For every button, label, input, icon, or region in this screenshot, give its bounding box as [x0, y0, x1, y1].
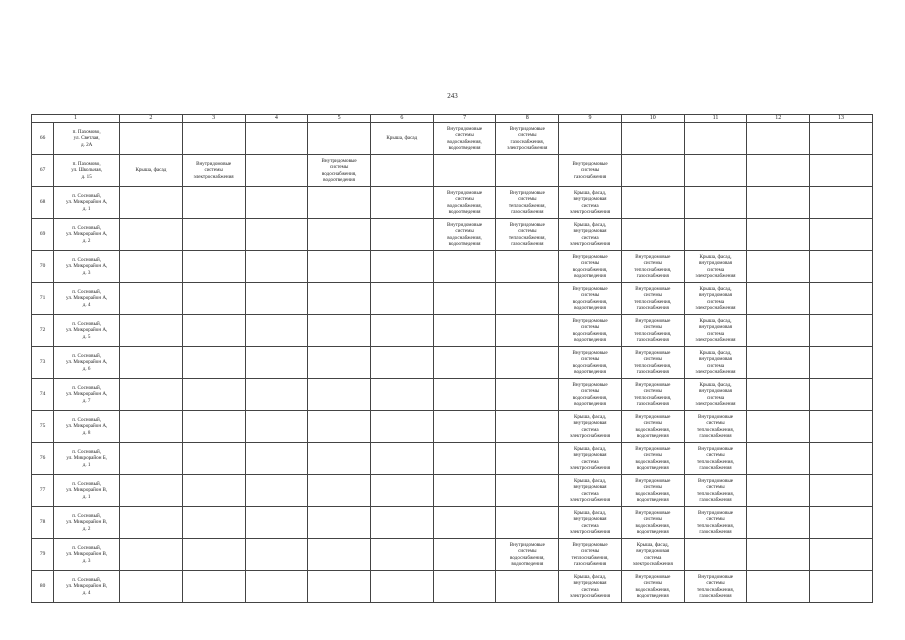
work-cell [370, 155, 433, 187]
work-cell [245, 251, 308, 283]
table-row [32, 475, 873, 507]
work-cell [308, 219, 371, 251]
work-cell [370, 283, 433, 315]
work-cell: Внутридомовые системы теплоснабжения, газоснабжения [621, 379, 684, 411]
work-cell [747, 539, 810, 571]
work-cell: Внутридомовые системы водоснабжения, водоотведения [433, 219, 496, 251]
work-cell [810, 315, 873, 347]
work-cell [308, 251, 371, 283]
work-cell [433, 347, 496, 379]
work-cell [684, 155, 747, 187]
address-cell: п. Сосновый, ул. Микрорайон А, д. 3 [54, 251, 120, 283]
work-cell: Внутридомовые системы теплоснабжения, газоснабжения [684, 571, 747, 603]
column-header: 8 [496, 115, 559, 123]
work-cell [810, 347, 873, 379]
work-cell [308, 283, 371, 315]
work-cell [308, 123, 371, 155]
work-cell [370, 539, 433, 571]
row-number: 71 [32, 283, 54, 315]
table-row [32, 507, 873, 539]
work-cell [684, 123, 747, 155]
column-header: 10 [621, 115, 684, 123]
work-cell [120, 347, 183, 379]
work-cell [182, 123, 245, 155]
work-cell [810, 123, 873, 155]
work-cell: Внутридомовые системы электроснабжения [182, 155, 245, 187]
work-cell: Внутридомовые системы водоснабжения, водоотведения [621, 443, 684, 475]
column-header: 1 [32, 115, 120, 123]
work-cell: Внутридомовые системы теплоснабжения, газоснабжения [684, 411, 747, 443]
work-cell [245, 315, 308, 347]
work-cell [182, 539, 245, 571]
work-cell [245, 571, 308, 603]
work-cell [496, 347, 559, 379]
work-cell [370, 251, 433, 283]
work-cell: Внутридомовые системы теплоснабжения, газоснабжения [621, 251, 684, 283]
work-cell: Внутридомовые системы теплоснабжения, газоснабжения [621, 347, 684, 379]
work-cell [621, 187, 684, 219]
work-cell [182, 571, 245, 603]
work-cell: Крыша, фасад, внутридомовая система электроснабжения [559, 507, 622, 539]
work-cell [182, 411, 245, 443]
address-cell: п. Сосновый, ул. Микрорайон А, д. 4 [54, 283, 120, 315]
work-cell [308, 571, 371, 603]
work-cell: Внутридомовые системы водоснабжения, водоотведения [559, 251, 622, 283]
work-cell [810, 443, 873, 475]
work-cell [308, 379, 371, 411]
work-cell [308, 507, 371, 539]
work-cell [182, 475, 245, 507]
work-cell [308, 315, 371, 347]
work-cell: Крыша, фасад, внутридомовая система электроснабжения [559, 475, 622, 507]
row-number: 68 [32, 187, 54, 219]
work-cell [747, 155, 810, 187]
table-row [32, 539, 873, 571]
column-header: 11 [684, 115, 747, 123]
work-cell: Внутридомовые системы теплоснабжения, газоснабжения [684, 443, 747, 475]
work-cell [120, 251, 183, 283]
work-cell: Внутридомовые системы теплоснабжения, газоснабжения [496, 219, 559, 251]
table-row [32, 219, 873, 251]
work-cell [747, 283, 810, 315]
work-cell [747, 571, 810, 603]
work-cell [433, 379, 496, 411]
work-cell: Внутридомовые системы водоснабжения, водоотведения [496, 539, 559, 571]
work-cell: Внутридомовые системы водоснабжения, водоотведения [559, 315, 622, 347]
work-cell [559, 123, 622, 155]
column-header: 4 [245, 115, 308, 123]
work-cell [747, 187, 810, 219]
work-cell: Крыша, фасад [370, 123, 433, 155]
work-cell [308, 411, 371, 443]
row-number: 66 [32, 123, 54, 155]
work-cell: Внутридомовые системы водоснабжения, водоотведения [559, 283, 622, 315]
work-cell [245, 155, 308, 187]
work-cell [245, 411, 308, 443]
work-cell: Внутридомовые системы газоснабжения, электроснабжения [496, 123, 559, 155]
address-cell: п. Сосновый, ул. Микрорайон А, д. 8 [54, 411, 120, 443]
row-number: 79 [32, 539, 54, 571]
table-row [32, 155, 873, 187]
address-cell: п. Сосновый, ул. Микрорайон В, д. 1 [54, 475, 120, 507]
work-cell [182, 251, 245, 283]
work-cell: Крыша, фасад, внутридомовая система электроснабжения [559, 571, 622, 603]
work-cell [433, 507, 496, 539]
work-cell: Крыша, фасад, внутридомовая система электроснабжения [559, 187, 622, 219]
work-cell [120, 443, 183, 475]
work-cell [370, 219, 433, 251]
work-cell [245, 219, 308, 251]
work-cell [433, 155, 496, 187]
column-header: 2 [120, 115, 183, 123]
work-cell [370, 411, 433, 443]
work-cell [621, 123, 684, 155]
work-cell [496, 251, 559, 283]
work-cell [747, 411, 810, 443]
work-cell [747, 379, 810, 411]
work-cell: Внутридомовые системы водоснабжения, водоотведения [621, 507, 684, 539]
work-cell: Внутридомовые системы водоснабжения, водоотведения [433, 187, 496, 219]
page-number: 243 [447, 92, 458, 100]
work-cell [810, 507, 873, 539]
work-cell [433, 251, 496, 283]
work-cell: Внутридомовые системы теплоснабжения, газоснабжения [684, 507, 747, 539]
row-number: 77 [32, 475, 54, 507]
work-cell: Внутридомовые системы водоснабжения, водоотведения [559, 347, 622, 379]
work-cell: Крыша, фасад, внутридомовая система электроснабжения [684, 347, 747, 379]
work-cell [182, 187, 245, 219]
column-header: 6 [370, 115, 433, 123]
address-cell: п. Сосновый, ул. Микрорайон В, д. 3 [54, 539, 120, 571]
table-row [32, 187, 873, 219]
work-cell: Крыша, фасад, внутридомовая система электроснабжения [684, 251, 747, 283]
work-cell [308, 187, 371, 219]
work-cell: Внутридомовые системы теплоснабжения, газоснабжения [684, 475, 747, 507]
work-cell [621, 219, 684, 251]
work-cell [810, 219, 873, 251]
row-number: 67 [32, 155, 54, 187]
work-cell [433, 443, 496, 475]
work-cell [496, 155, 559, 187]
work-cell [496, 443, 559, 475]
address-cell: п. Сосновый, ул. Микрорайон А, д. 5 [54, 315, 120, 347]
table-row [32, 251, 873, 283]
work-cell [810, 155, 873, 187]
table-row [32, 571, 873, 603]
table-row [32, 315, 873, 347]
work-cell: Крыша, фасад, внутридомовая система электроснабжения [559, 219, 622, 251]
table-row [32, 379, 873, 411]
work-cell [433, 283, 496, 315]
work-cell [496, 571, 559, 603]
work-cell [684, 539, 747, 571]
work-cell: Внутридомовые системы водоснабжения, водоотведения [308, 155, 371, 187]
work-cell [120, 187, 183, 219]
work-cell [684, 187, 747, 219]
address-cell: п. Сосновый, ул. Микрорайон В, д. 4 [54, 571, 120, 603]
work-cell: Крыша, фасад [120, 155, 183, 187]
row-number: 70 [32, 251, 54, 283]
work-cell [747, 507, 810, 539]
address-cell: п. Сосновый, ул. Микрорайон А, д. 7 [54, 379, 120, 411]
address-cell: п. Сосновый, ул. Микрорайон В, д. 2 [54, 507, 120, 539]
work-cell [496, 411, 559, 443]
work-cell [810, 251, 873, 283]
work-cell [245, 539, 308, 571]
work-cell [433, 539, 496, 571]
table-row [32, 347, 873, 379]
work-cell [120, 475, 183, 507]
work-cell [308, 443, 371, 475]
work-cell [370, 347, 433, 379]
work-cell [120, 379, 183, 411]
work-cell [120, 507, 183, 539]
row-number: 78 [32, 507, 54, 539]
work-cell: Внутридомовые системы водоснабжения, водоотведения [433, 123, 496, 155]
work-cell: Внутридомовые системы водоснабжения, водоотведения [621, 411, 684, 443]
address-cell: п. Сосновый, ул. Микрорайон Б, д. 1 [54, 443, 120, 475]
row-number: 80 [32, 571, 54, 603]
work-cell [810, 571, 873, 603]
work-cell: Внутридомовые системы теплоснабжения, газоснабжения [621, 315, 684, 347]
table-row [32, 283, 873, 315]
work-cell [496, 507, 559, 539]
work-cell: Крыша, фасад, внутридомовая система электроснабжения [559, 443, 622, 475]
work-cell [370, 187, 433, 219]
work-cell [621, 155, 684, 187]
row-number: 76 [32, 443, 54, 475]
work-cell [433, 315, 496, 347]
work-cell [245, 379, 308, 411]
work-cell [120, 283, 183, 315]
column-header: 3 [182, 115, 245, 123]
work-cell [182, 379, 245, 411]
work-cell [684, 219, 747, 251]
address-cell: п. Сосновый, ул. Микрорайон А, д. 6 [54, 347, 120, 379]
work-cell [496, 283, 559, 315]
work-cell [245, 347, 308, 379]
work-cell [747, 443, 810, 475]
work-cell [182, 347, 245, 379]
work-cell [810, 475, 873, 507]
address-cell: п. Сосновый, ул. Микрорайон А, д. 1 [54, 187, 120, 219]
work-cell [120, 539, 183, 571]
work-cell [370, 475, 433, 507]
work-cell [120, 315, 183, 347]
header-row [32, 115, 873, 123]
table-row [32, 123, 873, 155]
work-cell [496, 379, 559, 411]
address-cell: п. Пахомово, ул. Школьная, д. 15 [54, 155, 120, 187]
work-cell [433, 475, 496, 507]
work-cell [182, 315, 245, 347]
work-cell [747, 219, 810, 251]
work-cell: Крыша, фасад, внутридомовая система электроснабжения [684, 379, 747, 411]
work-cell [810, 539, 873, 571]
work-cell: Крыша, фасад, внутридомовая система электроснабжения [684, 315, 747, 347]
row-number: 74 [32, 379, 54, 411]
work-cell [370, 507, 433, 539]
row-number: 72 [32, 315, 54, 347]
row-number: 75 [32, 411, 54, 443]
work-cell: Внутридомовые системы теплоснабжения, газоснабжения [559, 539, 622, 571]
work-cell [120, 411, 183, 443]
work-cell [182, 219, 245, 251]
work-cell [308, 475, 371, 507]
work-cell: Крыша, фасад, внутридомовая система электроснабжения [621, 539, 684, 571]
table-row [32, 443, 873, 475]
work-cell [747, 251, 810, 283]
work-cell [370, 315, 433, 347]
work-cell [120, 123, 183, 155]
work-cell [747, 475, 810, 507]
work-cell [120, 571, 183, 603]
column-header: 9 [559, 115, 622, 123]
work-cell [747, 315, 810, 347]
work-cell [245, 507, 308, 539]
address-cell: п. Сосновый, ул. Микрорайон А, д. 2 [54, 219, 120, 251]
work-cell [182, 283, 245, 315]
work-cell [810, 187, 873, 219]
work-cell: Внутридомовые системы теплоснабжения, газоснабжения [496, 187, 559, 219]
capital-repair-table [31, 114, 873, 603]
work-cell [810, 379, 873, 411]
work-cell: Внутридомовые системы газоснабжения [559, 155, 622, 187]
row-number: 73 [32, 347, 54, 379]
work-cell [747, 347, 810, 379]
work-cell: Внутридомовые системы водоснабжения, водоотведения [621, 475, 684, 507]
address-cell: п. Пахомово, ул. Светлая, д. 2А [54, 123, 120, 155]
work-cell [370, 379, 433, 411]
work-cell [245, 123, 308, 155]
work-cell [245, 187, 308, 219]
work-cell [308, 539, 371, 571]
table-row [32, 411, 873, 443]
work-cell [245, 283, 308, 315]
column-header: 7 [433, 115, 496, 123]
work-cell [433, 411, 496, 443]
work-cell [182, 443, 245, 475]
work-cell [370, 571, 433, 603]
work-cell [245, 475, 308, 507]
work-cell [245, 443, 308, 475]
work-cell: Крыша, фасад, внутридомовая система электроснабжения [684, 283, 747, 315]
work-cell: Внутридомовые системы теплоснабжения, газоснабжения [621, 283, 684, 315]
work-cell [496, 475, 559, 507]
work-cell [810, 411, 873, 443]
work-cell [182, 507, 245, 539]
work-cell [120, 219, 183, 251]
work-cell: Внутридомовые системы водоснабжения, водоотведения [621, 571, 684, 603]
column-header: 5 [308, 115, 371, 123]
work-cell: Внутридомовые системы водоснабжения, водоотведения [559, 379, 622, 411]
column-header: 12 [747, 115, 810, 123]
work-cell [433, 571, 496, 603]
work-cell [370, 443, 433, 475]
work-cell [747, 123, 810, 155]
work-cell [308, 347, 371, 379]
work-cell [810, 283, 873, 315]
column-header: 13 [810, 115, 873, 123]
row-number: 69 [32, 219, 54, 251]
work-cell [496, 315, 559, 347]
work-cell: Крыша, фасад, внутридомовая система электроснабжения [559, 411, 622, 443]
